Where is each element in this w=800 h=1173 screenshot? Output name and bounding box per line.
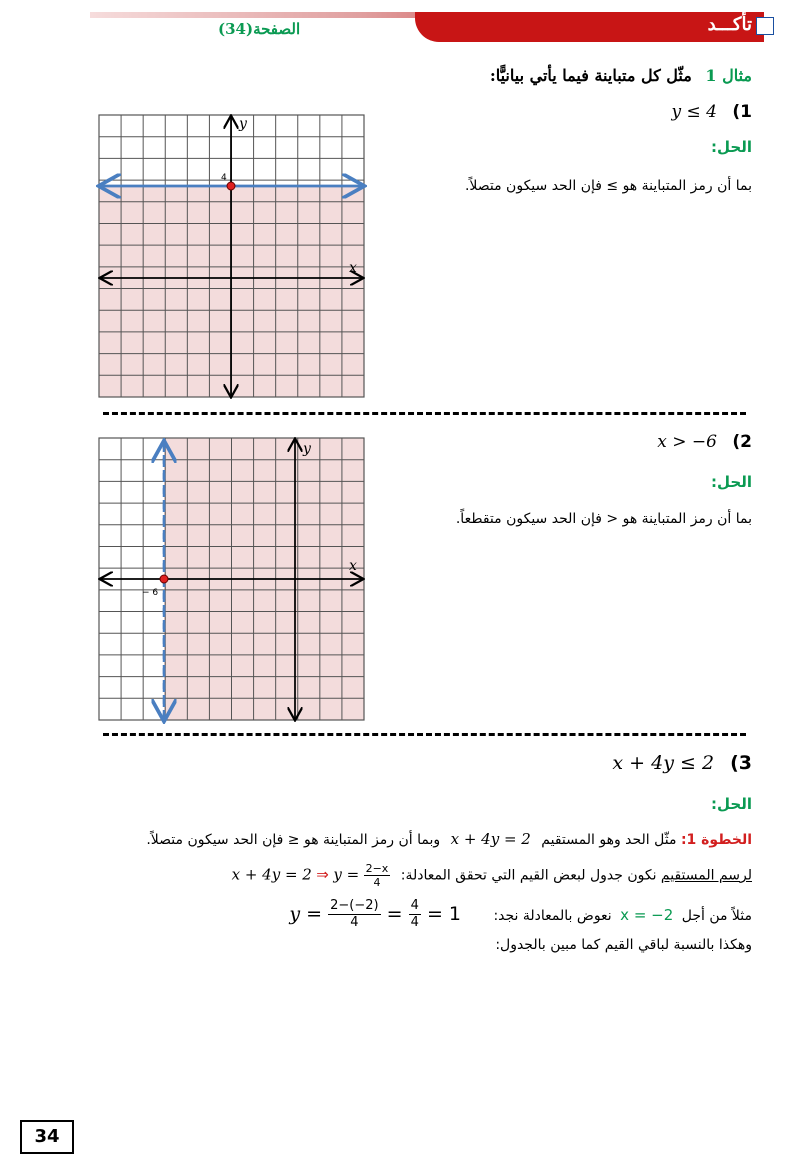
page-number: 34 — [20, 1120, 74, 1154]
table-intro-text: نكون جدول لبعض القيم التي تحقق المعادلة: — [400, 867, 661, 884]
checkbox-icon — [756, 17, 774, 35]
problem-2-number: (2 — [732, 432, 752, 452]
problem-3-statement — [612, 752, 752, 774]
y-axis-label: y — [303, 441, 311, 457]
substitution-text-b: نعوض بالمعادلة نجد: — [493, 908, 612, 924]
problem-3-inequality: x + 4y ≤ 2 — [612, 752, 715, 774]
step-1-equation: x + 4y = 2 — [450, 830, 531, 848]
table-reference-line: وهكذا بالنسبة لباقي القيم كما مبين بالجدول: — [495, 937, 752, 953]
problem-2-inequality: x > −6 — [657, 432, 717, 452]
problem-1-inequality: y ≤ 4 — [671, 102, 717, 122]
problem-1-solution-label: الحل: — [711, 138, 752, 156]
example-heading — [490, 66, 752, 85]
substitution-line — [289, 898, 752, 931]
substitution-result: y = $\frac{2-(-2)}{4}$ = $\frac{4}{4}$ = 1 — [289, 898, 461, 930]
problem-2-solution-label: الحل: — [711, 473, 752, 491]
graph-1 — [96, 112, 370, 402]
x-axis-label: x — [349, 260, 357, 276]
x-axis-label: x — [349, 558, 357, 574]
line-label: − 6 — [142, 588, 159, 598]
problem-1-statement — [672, 102, 753, 122]
divider-1 — [103, 412, 746, 415]
step-1-label: الخطوة 1: — [680, 832, 752, 848]
example-label: مثال 1 — [705, 66, 752, 85]
solved-equation: x + 4y = 2 ⇒ y = $\frac{2-x}{4}$ — [231, 862, 389, 889]
intercept-point — [160, 575, 168, 583]
problem-2-statement — [657, 432, 752, 452]
graph-2 — [96, 435, 370, 725]
fraction: $\frac{4}{4}$ — [410, 898, 419, 930]
page-reference: الصفحة(34) — [218, 20, 301, 38]
problem-2-explanation: بما أن رمز المتباينة هو < فإن الحد سيكون متقطعاً. — [455, 511, 752, 527]
section-title: تأكـــد — [707, 14, 752, 35]
example-prompt: مثّل كل متباينة فيما يأتي بيانيًّا: — [489, 66, 692, 85]
line-label: 4 — [221, 173, 227, 183]
substitution-value: x = −2 — [620, 906, 674, 924]
problem-3-solution-label: الحل: — [711, 795, 752, 813]
step-1-text-a: مثّل الحد وهو المستقيم — [541, 832, 677, 848]
substitution-text-a: مثلاً من أجل — [681, 908, 752, 924]
y-axis-label: y — [239, 116, 247, 132]
fraction: $\frac{2-(-2)}{4}$ — [330, 898, 379, 930]
table-intro-underlined: لرسم المستقيم — [660, 867, 752, 884]
divider-2 — [103, 733, 746, 736]
problem-3-number: (3 — [730, 752, 752, 774]
problem-1-explanation: بما أن رمز المتباينة هو ≥ فإن الحد سيكون متصلاً. — [464, 178, 752, 194]
intercept-point — [227, 182, 235, 190]
step-1-text-b: وبما أن رمز المتباينة هو ≤ فإن الحد سيكون متصلاً. — [146, 832, 441, 848]
step-1 — [52, 830, 752, 848]
table-intro-line — [232, 862, 752, 889]
fraction: $\frac{2-x}{4}$ — [365, 862, 389, 889]
problem-1-number: (1 — [732, 102, 752, 122]
